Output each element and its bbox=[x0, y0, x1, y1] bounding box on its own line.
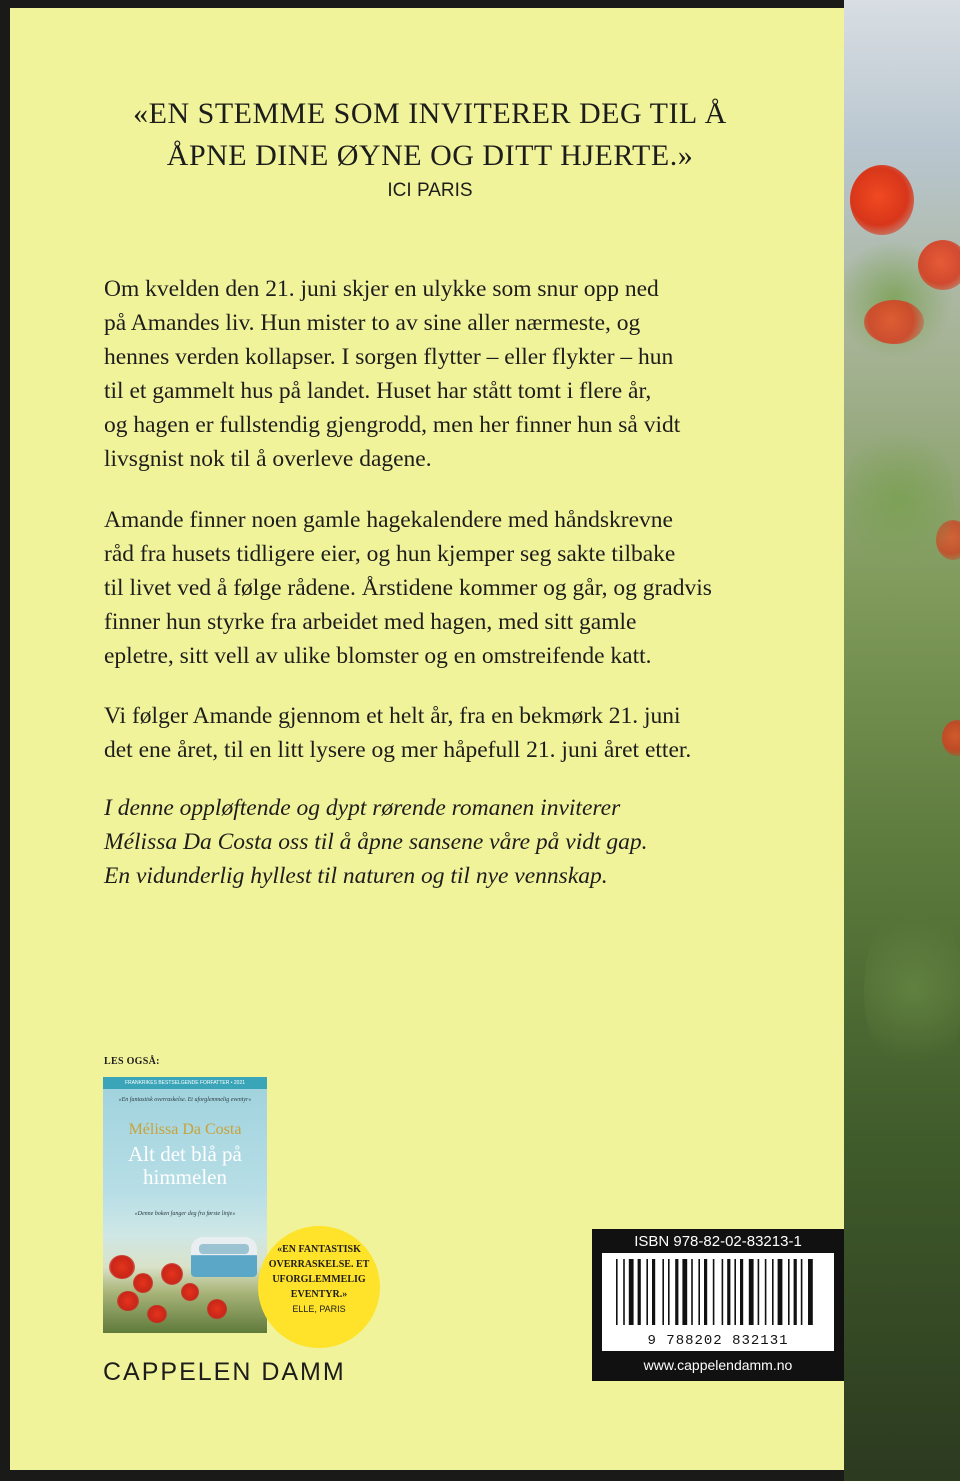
barcode-bar bbox=[801, 1259, 803, 1325]
barcode-bar bbox=[758, 1259, 760, 1325]
paragraph-1 bbox=[104, 272, 784, 476]
paragraph-line: råd fra husets tidligere eier, og hun kjemper seg sakte tilbake bbox=[104, 541, 676, 567]
paragraph-line: Om kvelden den 21. juni skjer en ulykke som snur opp ned bbox=[104, 276, 659, 302]
book-title-line: Alt det blå på bbox=[128, 1142, 242, 1166]
paragraph-line: Mélissa Da Costa oss til å åpne sansene våre på vidt gap. bbox=[104, 829, 648, 855]
barcode-bar bbox=[638, 1259, 641, 1325]
paragraph-line: og hagen er fullstendig gjengrodd, men her finner hun så vidt bbox=[104, 412, 681, 438]
barcode-bar bbox=[794, 1259, 797, 1325]
barcode-bar bbox=[662, 1259, 664, 1325]
isbn-barcode-box bbox=[592, 1229, 844, 1381]
barcode-bar bbox=[698, 1259, 700, 1325]
book-blurb-2: «Denne boken fanger deg fra første linje» bbox=[134, 1211, 236, 1217]
book-banner: FRANKRIKES BESTSELGENDE FORFATTER • 2021 bbox=[103, 1077, 267, 1089]
paragraph-line: på Amandes liv. Hun mister to av sine aller nærmeste, og bbox=[104, 310, 641, 336]
barcode-bar bbox=[772, 1259, 774, 1325]
paragraph-line: til et gammelt hus på landet. Huset har stått tomt i flere år, bbox=[104, 378, 652, 404]
badge-line: OVERRASKELSE. ET bbox=[268, 1259, 370, 1270]
paragraph-line: livsgnist nok til å overleve dagene. bbox=[104, 446, 432, 472]
related-book-cover bbox=[103, 1077, 267, 1333]
paragraph-line: det ene året, til en litt lysere og mer håpefull 21. juni året etter. bbox=[104, 737, 692, 763]
barcode-bar bbox=[652, 1259, 655, 1325]
barcode-bars bbox=[602, 1253, 834, 1331]
poppy-photo-strip bbox=[844, 0, 960, 1481]
barcode-bar bbox=[629, 1259, 634, 1325]
paragraph-line: finner hun styrke fra arbeidet med hagen, med sitt gamle bbox=[104, 609, 637, 635]
barcode bbox=[602, 1253, 834, 1351]
barcode-bar bbox=[623, 1259, 625, 1325]
paragraph-line: hennes verden kollapser. I sorgen flytter – eller flykter – hun bbox=[104, 344, 674, 370]
quote-badge bbox=[258, 1226, 380, 1348]
publisher-website: www.cappelendamm.no bbox=[643, 1357, 793, 1373]
book-blurb: «En fantastisk overraskelse. Et uforglemmelig eventyr» bbox=[118, 1097, 252, 1103]
barcode-bar bbox=[675, 1259, 678, 1325]
barcode-bar bbox=[778, 1259, 783, 1325]
quote-source: ICI PARIS bbox=[387, 180, 473, 201]
paragraph-line: I denne oppløftende og dypt rørende romanen inviterer bbox=[104, 795, 621, 821]
badge-line: «EN FANTASTISK bbox=[277, 1244, 361, 1255]
barcode-bar bbox=[765, 1259, 767, 1325]
barcode-bar bbox=[704, 1259, 707, 1325]
barcode-bar bbox=[668, 1259, 670, 1325]
paragraph-line: til livet ved å følge rådene. Årstidene kommer og går, og gradvis bbox=[104, 575, 712, 601]
badge-source: ELLE, PARIS bbox=[292, 1304, 346, 1314]
badge-line: UFORGLEMMELIG bbox=[272, 1274, 366, 1285]
les-ogsa-label: LES OGSÅ: bbox=[104, 1056, 160, 1067]
badge-line: EVENTYR.» bbox=[290, 1289, 348, 1300]
barcode-bar bbox=[722, 1259, 724, 1325]
barcode-digits: 9 788202 832131 bbox=[647, 1333, 789, 1349]
paragraph-line: En vidunderlig hyllest til naturen og til nye vennskap. bbox=[104, 863, 608, 889]
barcode-bar bbox=[734, 1259, 736, 1325]
van-illustration bbox=[191, 1237, 257, 1277]
paragraph-line: Vi følger Amande gjennom et helt år, fra en bekmørk 21. juni bbox=[104, 703, 681, 729]
badge-quote bbox=[258, 1242, 380, 1302]
isbn-number: ISBN 978-82-02-83213-1 bbox=[634, 1233, 802, 1250]
barcode-bar bbox=[646, 1259, 648, 1325]
book-title bbox=[103, 1143, 267, 1189]
barcode-bar bbox=[682, 1259, 687, 1325]
barcode-bar bbox=[788, 1259, 790, 1325]
quote-line-1: «EN STEMME SOM INVITERER DEG TIL Å bbox=[133, 97, 727, 130]
barcode-bar bbox=[740, 1259, 743, 1325]
barcode-bar bbox=[616, 1259, 618, 1325]
paragraph-3 bbox=[104, 699, 784, 767]
book-title-line: himmelen bbox=[143, 1165, 227, 1189]
barcode-bar bbox=[691, 1259, 693, 1325]
publisher-logo: CAPPELEN DAMM bbox=[103, 1358, 346, 1386]
paragraph-line: Amande finner noen gamle hagekalendere med håndskrevne bbox=[104, 507, 673, 533]
barcode-bar bbox=[727, 1259, 730, 1325]
quote-line-2: ÅPNE DINE ØYNE OG DITT HJERTE.» bbox=[166, 139, 694, 172]
barcode-bar bbox=[713, 1259, 715, 1325]
paragraph-2 bbox=[104, 503, 784, 673]
barcode-bar bbox=[749, 1259, 754, 1325]
italic-summary bbox=[104, 791, 784, 893]
barcode-bar bbox=[808, 1259, 813, 1325]
book-author: Mélissa Da Costa bbox=[128, 1121, 242, 1138]
paragraph-line: epletre, sitt vell av ulike blomster og en omstreifende katt. bbox=[104, 643, 652, 669]
